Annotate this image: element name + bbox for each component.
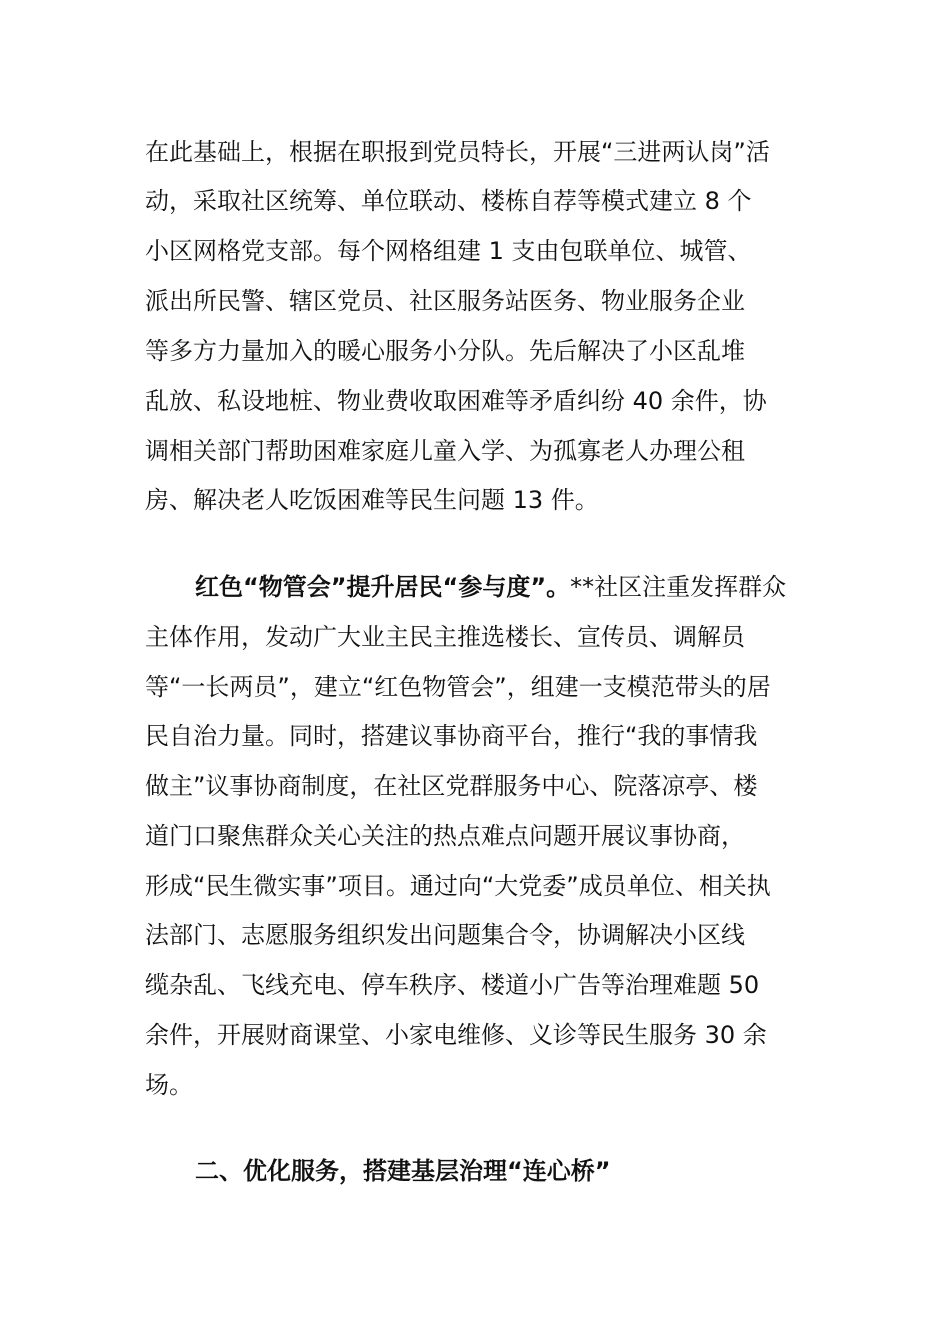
body-text-line: 在此基础上，根据在职报到党员特长，开展“三进两认岗”活 [145, 138, 770, 166]
body-text-line: 调相关部门帮助困难家庭儿童入学、为孤寡老人办理公租 [145, 437, 745, 465]
body-text-line: 动，采取社区统筹、单位联动、楼栋自荐等模式建立 8 个 [145, 187, 752, 215]
body-text-line: 房、解决老人吃饭困难等民生问题 13 件。 [145, 486, 599, 514]
body-text-line: 等“一长两员”，建立“红色物管会”，组建一支模范带头的居 [145, 673, 771, 701]
body-text-line: 主体作用，发动广大业主民主推选楼长、宣传员、调解员 [145, 623, 745, 651]
body-text-line: 派出所民警、辖区党员、社区服务站医务、物业服务企业 [145, 287, 745, 315]
body-text-line: 等多方力量加入的暖心服务小分队。先后解决了小区乱堆 [145, 337, 745, 365]
body-text-line: 余件，开展财商课堂、小家电维修、义诊等民生服务 30 余 [145, 1021, 767, 1049]
body-text-line: 小区网格党支部。每个网格组建 1 支由包联单位、城管、 [145, 237, 752, 265]
body-text-line: 形成“民生微实事”项目。通过向“大党委”成员单位、相关执 [145, 872, 771, 900]
body-text-line: 法部门、志愿服务组织发出问题集合令，协调解决小区线 [145, 921, 745, 949]
body-text-line: 道门口聚焦群众关心关注的热点难点问题开展议事协商， [145, 822, 745, 850]
body-text-line: 场。 [145, 1071, 193, 1099]
paragraph-heading: 红色“物管会”提升居民“参与度”。 [195, 573, 571, 601]
paragraph-lead-text: **社区注重发挥群众 [570, 573, 787, 601]
body-text-line: 做主”议事协商制度，在社区党群服务中心、院落凉亭、楼 [145, 772, 758, 800]
section-heading: 二、优化服务，搭建基层治理“连心桥” [195, 1157, 611, 1185]
body-text-line: 乱放、私设地桩、物业费收取困难等矛盾纠纷 40 余件，协 [145, 387, 767, 415]
body-text-line: 缆杂乱、飞线充电、停车秩序、楼道小广告等治理难题 50 [145, 971, 760, 999]
body-text-line: 民自治力量。同时，搭建议事协商平台，推行“我的事情我 [145, 722, 758, 750]
paragraph-first-line [195, 570, 786, 604]
